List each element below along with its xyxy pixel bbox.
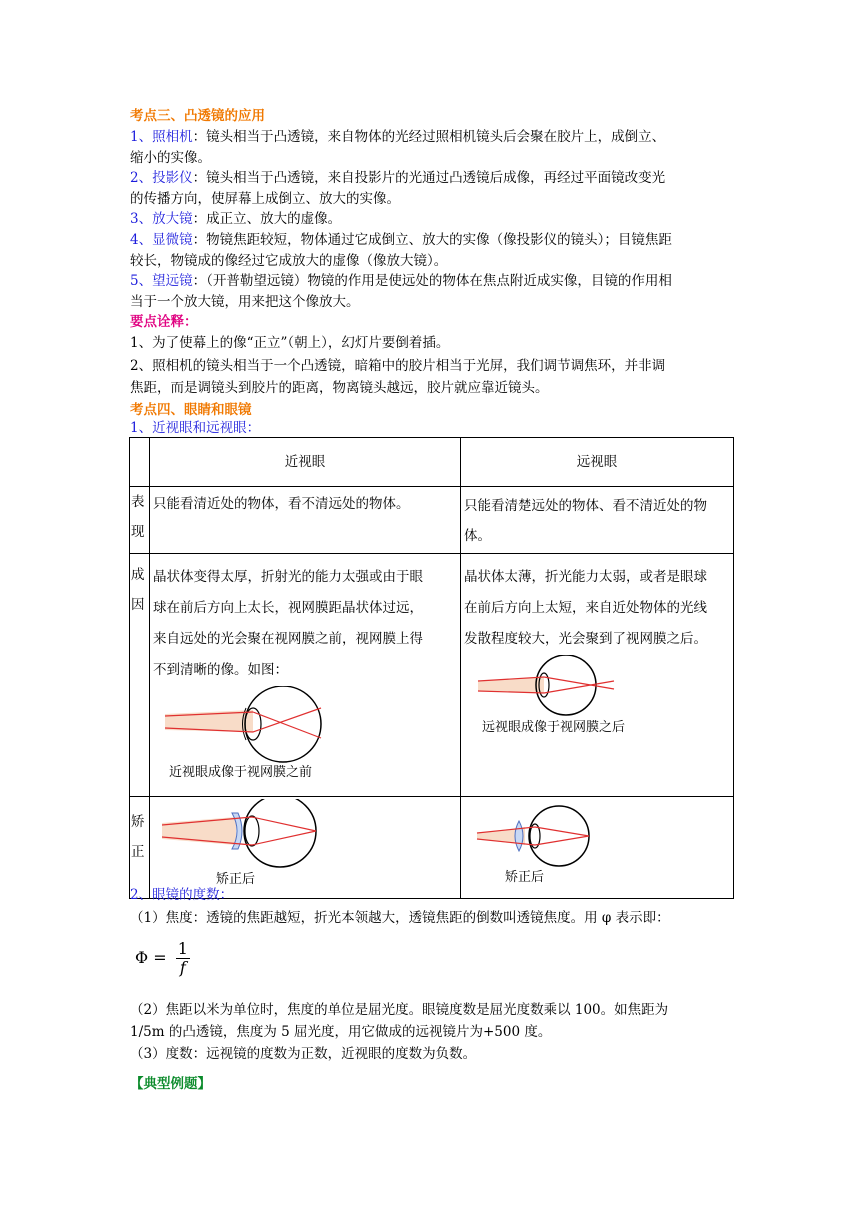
formula-denominator: f <box>179 958 186 977</box>
item-camera-text: ：镜头相当于凸透镜，来自物体的光经过照相机镜头后会聚在胶片上，成倒立、 <box>192 129 666 145</box>
item-microscope-text: ：物镜焦距较短，物体通过它成倒立、放大的实像（像投影仪的镜头）；目镜焦距 <box>192 232 672 248</box>
item-projector-text: ：镜头相当于凸透镜，来自投影片的光通过凸透镜后成像，再经过平面镜改变光 <box>192 170 666 186</box>
item-projector-line2: 的传播方向，使屏幕上成倒立、放大的实像。 <box>130 191 400 207</box>
cause-hyperopia-line: 在前后方向上太短，来自近处物体的光线 <box>464 600 707 616</box>
item-camera-label: 1、照相机 <box>130 129 193 145</box>
row-correction-label-b: 正 <box>131 844 145 860</box>
section4-title: 考点四、眼睛和眼镜 <box>130 402 252 418</box>
para-diopter-line1: （2）焦距以米为单位时，焦度的单位是屈光度。眼镜度数是屈光度数乘以 100。如焦距为 <box>130 1002 669 1018</box>
hyperopia-figure-caption: 远视眼成像于视网膜之后 <box>482 720 626 735</box>
cause-hyperopia-line: 发散程度较大，光会聚到了视网膜之后。 <box>464 631 707 647</box>
item-camera <box>130 127 736 147</box>
para-degree-sign: （3）度数：远视镜的度数为正数，近视眼的度数为负数。 <box>130 1046 477 1062</box>
formula-fraction <box>176 940 190 977</box>
item-telescope <box>130 271 736 291</box>
hyperopia-correction-diagram <box>463 799 729 887</box>
row-cause-label <box>130 554 150 797</box>
col-myopia-header: 近视眼 <box>150 438 461 487</box>
ray-bottom-refracted <box>253 708 321 732</box>
myopia-correction-diagram <box>152 799 452 887</box>
row-cause-label-b: 因 <box>131 597 145 613</box>
row-correction-myopia <box>150 797 461 899</box>
eye-lens <box>245 816 259 846</box>
section4-sub1: 1、近视眼和远视眼： <box>130 420 261 436</box>
ray-bottom-refracted <box>252 831 316 845</box>
row-correction-hyperopia <box>461 797 734 899</box>
row-symptom-myopia: 只能看清近处的物体，看不清远处的物体。 <box>150 487 461 554</box>
item-microscope-line2: 较长，物镜成的像经过它成放大的虚像（像放大镜）。 <box>130 253 448 269</box>
item-projector-label: 2、投影仪 <box>130 170 193 186</box>
cause-myopia-line: 不到清晰的像。如图： <box>153 662 288 678</box>
row-symptom-hyperopia-a: 只能看清楚远处的物体、看不清近处的物 <box>464 498 707 514</box>
examples-title: 【典型例题】 <box>130 1076 211 1092</box>
item-projector <box>130 168 736 188</box>
note-2-line2: 焦距，而是调镜头到胶片的距离，物离镜头越远，胶片就应靠近镜头。 <box>130 380 549 396</box>
item-camera-line2: 缩小的实像。 <box>130 150 211 166</box>
ray-top-refracted <box>253 712 321 738</box>
formula-numerator: 1 <box>177 939 188 958</box>
para-diopter-line2: 1/5m 的凸透镜，焦度为 5 屈光度，用它做成的远视镜片为+500 度。 <box>130 1024 552 1040</box>
row-correction-label-a: 矫 <box>131 814 145 830</box>
row-symptom-hyperopia-b: 体。 <box>464 528 491 544</box>
cause-myopia-line: 来自远处的光会聚在视网膜之前，视网膜上得 <box>153 631 423 647</box>
myopia-figure-caption: 近视眼成像于视网膜之前 <box>169 765 313 780</box>
item-magnifier-text: ：成正立、放大的虚像。 <box>192 211 342 227</box>
row-symptom-label <box>130 487 150 554</box>
row-symptom-hyperopia <box>461 487 734 554</box>
item-microscope <box>130 230 736 250</box>
item-magnifier-label: 3、放大镜 <box>130 211 193 227</box>
myopia-eye-diagram <box>153 686 453 782</box>
row-symptom-label-a: 表 <box>131 494 145 510</box>
col-hyperopia-header: 远视眼 <box>461 438 734 487</box>
focal-power-formula <box>135 940 190 977</box>
section4-sub2: 2、眼镜的度数： <box>130 887 234 903</box>
cause-myopia-line: 晶状体变得太厚，折射光的能力太强或由于眼 <box>153 569 423 585</box>
note-1: 1、为了使幕上的像“正立”（朝上），幻灯片要倒着插。 <box>130 335 450 351</box>
row-symptom-label-b: 现 <box>131 524 145 540</box>
item-magnifier <box>130 209 736 229</box>
ray-top-refracted <box>252 817 316 831</box>
hyperopia-eye-diagram <box>464 655 730 735</box>
para-focal-power: （1）焦度：透镜的焦距越短，折光本领越大，透镜焦距的倒数叫透镜焦度。用 φ 表示即： <box>130 910 670 926</box>
eyeball-outline <box>536 655 596 715</box>
row-cause-myopia <box>150 554 461 797</box>
formula-lhs: Φ = <box>135 948 167 967</box>
myopia-correction-caption: 矫正后 <box>216 872 256 887</box>
cause-hyperopia-line: 晶状体太薄，折光能力太弱，或者是眼球 <box>464 569 707 585</box>
hyperopia-correction-caption: 矫正后 <box>505 870 545 885</box>
item-telescope-text: ：（开普勒望远镜）物镜的作用是使远处的物体在焦点附近成实像，目镜的作用相 <box>192 273 672 289</box>
ray-bottom-refracted <box>535 836 589 845</box>
eye-comparison-table <box>129 437 734 899</box>
notes-title: 要点诠释： <box>130 314 198 330</box>
note-2-line1: 2、照相机的镜头相当于一个凸透镜，暗箱中的胶片相当于光屏，我们调节调焦环，并非调 <box>130 358 666 374</box>
row-cause-label-a: 成 <box>131 567 145 583</box>
section3-title: 考点三、凸透镜的应用 <box>130 108 265 124</box>
item-telescope-label: 5、望远镜 <box>130 273 193 289</box>
ray-top-refracted <box>535 827 589 836</box>
row-correction-label <box>130 797 150 899</box>
convex-lens <box>515 821 523 851</box>
cause-myopia-line: 球在前后方向上太长，视网膜距晶状体过远， <box>153 600 423 616</box>
item-microscope-label: 4、显微镜 <box>130 232 193 248</box>
eyeball-outline <box>529 806 589 866</box>
row-cause-hyperopia <box>461 554 734 797</box>
item-telescope-line2: 当于一个放大镜，用来把这个像放大。 <box>130 294 360 310</box>
table-corner <box>130 438 150 487</box>
